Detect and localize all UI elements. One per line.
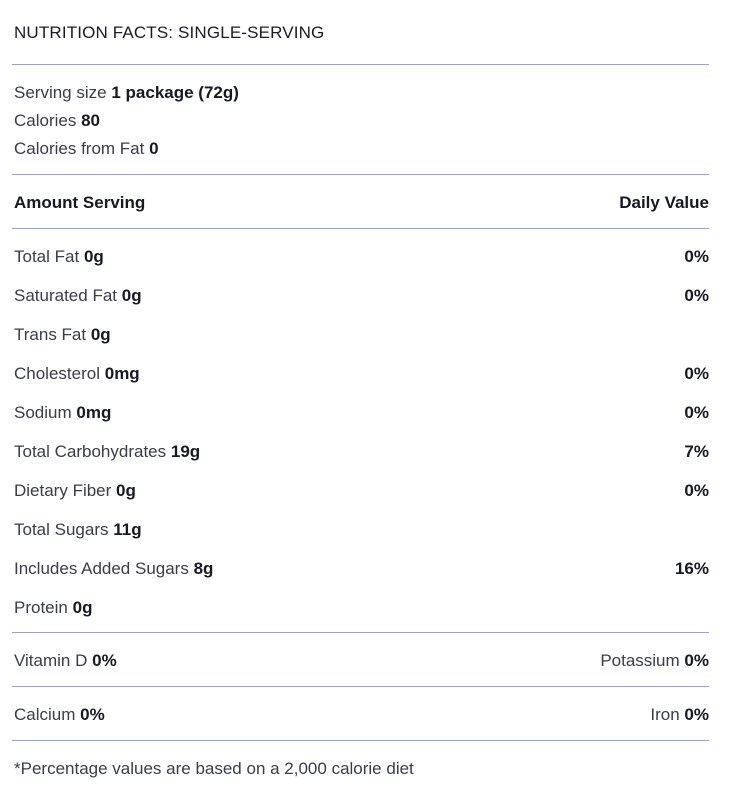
nutrient-name: Dietary Fiber [14, 481, 112, 500]
nutrient-daily-value: 0% [684, 364, 709, 383]
nutrient-row-protein [14, 597, 709, 619]
nutrient-amount: 11g [113, 520, 142, 539]
nutrient-amount: 19g [170, 442, 201, 461]
nutrient-name: Total Fat [14, 247, 80, 266]
nutrient-daily-value: 0% [684, 286, 709, 305]
nutrient-amount: 0mg [104, 364, 140, 383]
nutrient-amount: 0g [121, 286, 142, 305]
nutrient-daily-value: 7% [684, 442, 709, 461]
nutrient-name: Cholesterol [14, 364, 100, 383]
vitamin-d-value: 0% [92, 651, 117, 670]
iron-entry [650, 704, 709, 726]
table-header-row [14, 192, 709, 214]
nutrition-facts-title: NUTRITION FACTS: SINGLE-SERVING [14, 23, 325, 42]
nutrient-row-dietary-fiber [14, 480, 709, 502]
nutrient-amount: 0g [83, 247, 104, 266]
vitamin-row-2 [14, 704, 709, 726]
nutrient-daily-value: 0% [684, 247, 709, 266]
daily-value-header: Daily Value [619, 193, 709, 212]
divider-top [12, 64, 709, 65]
nutrient-name-amount [14, 441, 200, 463]
nutrient-row-trans-fat [14, 324, 709, 346]
nutrient-row-added-sugars [14, 558, 709, 580]
nutrient-row-sodium [14, 402, 709, 424]
nutrient-row-total-fat [14, 246, 709, 268]
divider-vitamins-top [12, 632, 709, 633]
calories-line [14, 110, 100, 132]
nutrient-name: Includes Added Sugars [14, 559, 189, 578]
potassium-value: 0% [684, 651, 709, 670]
nutrient-amount: 0mg [76, 403, 112, 422]
serving-size-label: Serving size [14, 83, 107, 102]
nutrient-name-amount [14, 480, 136, 502]
nutrient-row-total-sugars [14, 519, 709, 541]
nutrient-name: Saturated Fat [14, 286, 118, 305]
calories-fat-line [14, 138, 159, 160]
nutrient-name-amount [14, 597, 92, 619]
nutrient-daily-value: 16% [674, 559, 709, 578]
nutrient-amount: 0g [116, 481, 136, 500]
vitamin-d-entry [14, 650, 117, 672]
nutrient-name-amount [14, 363, 140, 385]
iron-label: Iron [650, 705, 680, 724]
nutrient-name-amount [14, 246, 104, 268]
calories-fat-row [14, 138, 709, 160]
serving-size-value: 1 package (72g) [111, 83, 239, 102]
nutrient-name: Total Sugars [14, 520, 109, 539]
nutrient-name-amount [14, 402, 111, 424]
nutrient-name: Trans Fat [14, 325, 87, 344]
nutrient-name: Sodium [14, 403, 72, 422]
nutrient-row-saturated-fat [14, 285, 709, 307]
vitamin-d-label: Vitamin D [14, 651, 88, 670]
nutrient-amount: 0g [72, 598, 93, 617]
divider-header [12, 228, 709, 229]
divider-vitamins-middle [12, 686, 709, 687]
nutrient-name-amount [14, 558, 213, 580]
serving-size-line [14, 82, 239, 104]
calcium-value: 0% [80, 705, 105, 724]
calcium-entry [14, 704, 105, 726]
nutrient-name-amount [14, 519, 142, 541]
nutrient-row-total-carbohydrates [14, 441, 709, 463]
potassium-entry [600, 650, 709, 672]
vitamin-row-1 [14, 650, 709, 672]
calories-label: Calories [14, 111, 77, 130]
divider-vitamins-bottom [12, 740, 709, 741]
potassium-label: Potassium [600, 651, 680, 670]
divider-summary [12, 174, 709, 175]
nutrient-amount: 0g [90, 325, 111, 344]
calcium-label: Calcium [14, 705, 76, 724]
serving-size-row [14, 82, 709, 104]
daily-value-footnote: *Percentage values are based on a 2,000 calorie diet [14, 759, 414, 778]
nutrient-daily-value: 0% [684, 403, 709, 422]
nutrient-daily-value: 0% [684, 481, 709, 500]
amount-serving-header: Amount Serving [14, 193, 146, 212]
calories-value: 80 [81, 111, 101, 130]
calories-fat-label: Calories from Fat [14, 139, 145, 158]
calories-row [14, 110, 709, 132]
nutrient-row-cholesterol [14, 363, 709, 385]
iron-value: 0% [684, 705, 709, 724]
nutrient-name: Protein [14, 598, 68, 617]
calories-fat-value: 0 [149, 139, 159, 158]
nutrient-amount: 8g [193, 559, 214, 578]
nutrient-name: Total Carbohydrates [14, 442, 167, 461]
nutrient-name-amount [14, 285, 142, 307]
nutrient-name-amount [14, 324, 111, 346]
